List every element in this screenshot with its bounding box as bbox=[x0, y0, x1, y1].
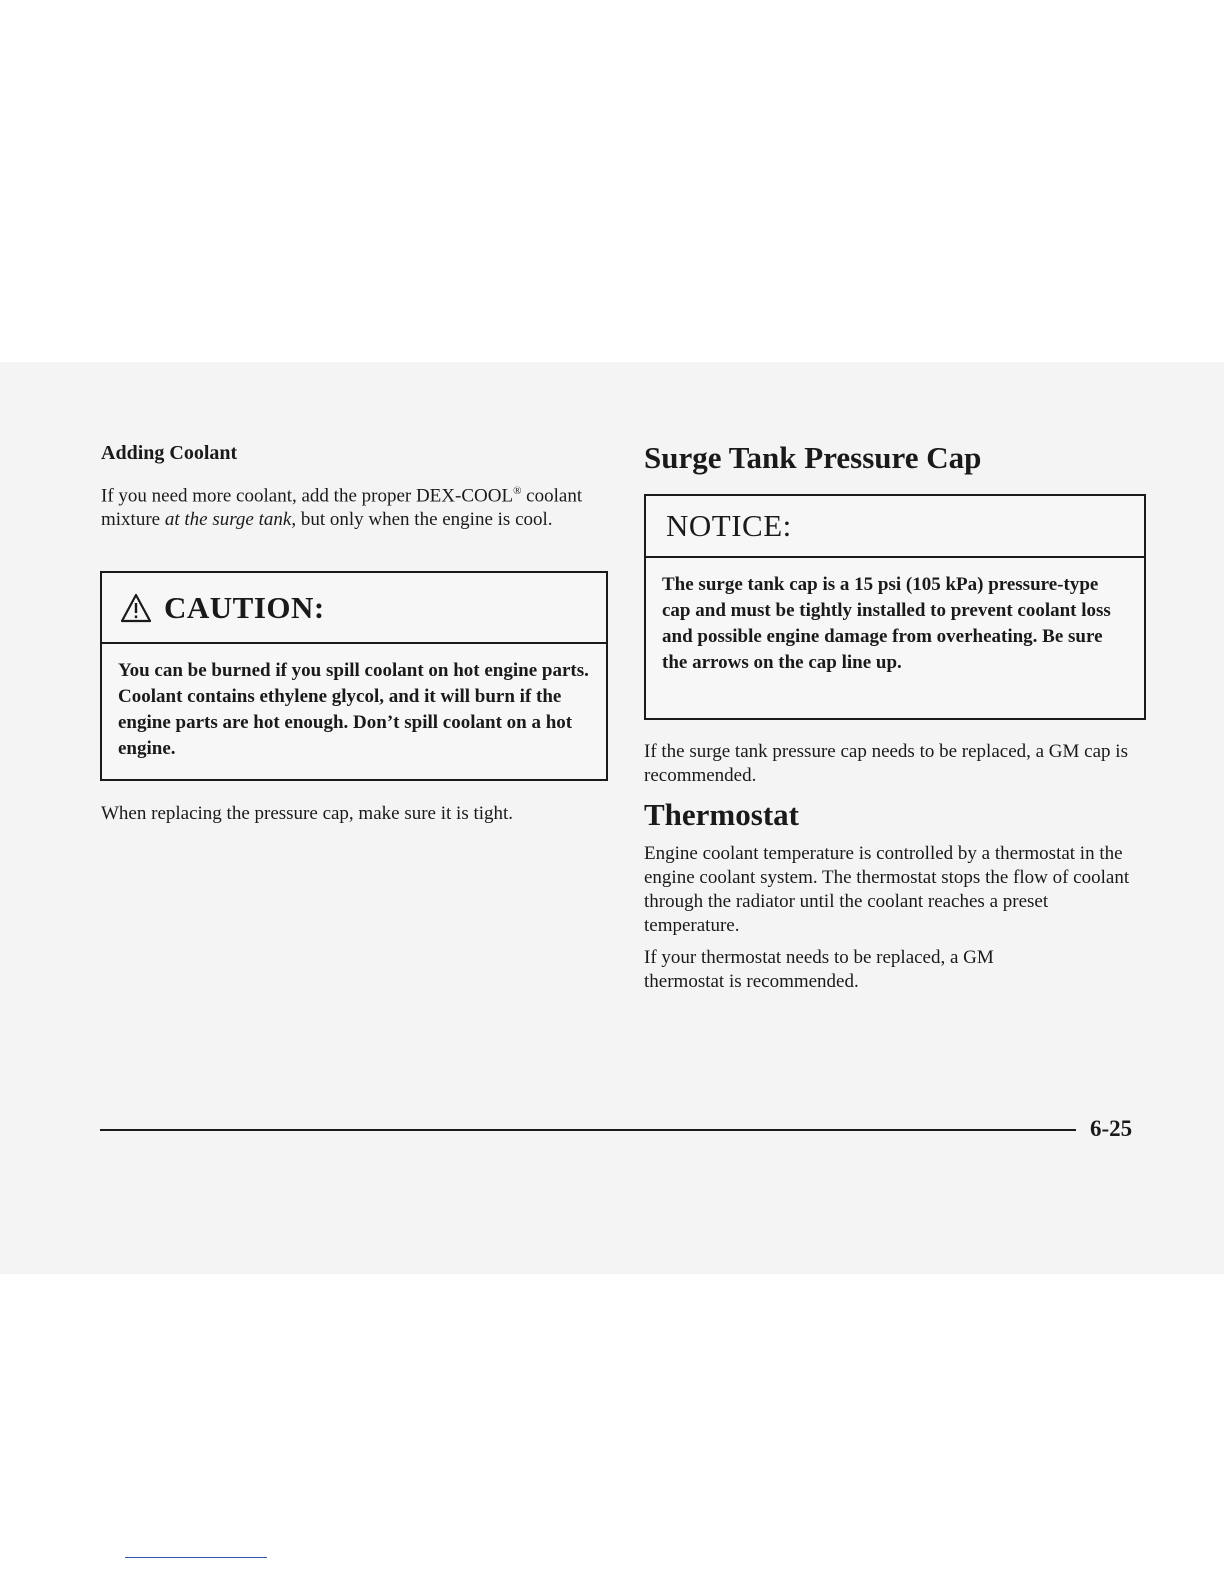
adding-coolant-paragraph bbox=[101, 479, 601, 532]
footer-rule bbox=[100, 1129, 1076, 1131]
adding-coolant-heading: Adding Coolant bbox=[101, 442, 238, 464]
notice-box bbox=[644, 494, 1146, 720]
thermostat-paragraph-2: If your thermostat needs to be replaced, a GM thermostat is recommended. bbox=[644, 947, 994, 992]
intro-text-part3: , but only when the engine is cool. bbox=[291, 509, 553, 531]
thermostat-paragraph-1: Engine coolant temperature is controlled by a thermostat in the engine coolant system. The thermostat stops the flow of coolant through the radiator until the coolant reaches a preset temperature. bbox=[644, 843, 1130, 936]
intro-text-italic: at the surge tank bbox=[164, 509, 292, 531]
notice-header-text: NOTICE: bbox=[666, 508, 792, 543]
notice-body-text: The surge tank cap is a 15 psi (105 kPa) pressure-type cap and must be tightly installed to prevent coolant loss and possible engine damage from overheating. Be sure the arrows on the cap line up. bbox=[662, 574, 1111, 673]
bottom-divider bbox=[125, 1557, 267, 1558]
caution-header-text: CAUTION: bbox=[164, 589, 325, 625]
registered-mark: ® bbox=[513, 485, 522, 497]
caution-box bbox=[100, 571, 608, 781]
caution-body-text: You can be burned if you spill coolant on hot engine parts. Coolant contains ethylene glycol, and it will burn if the engine parts are hot enough. Don’t spill coolant on a hot engine. bbox=[118, 660, 589, 759]
intro-text-part1: If you need more coolant, add the proper DEX-COOL bbox=[101, 485, 514, 507]
page-number: 6-25 bbox=[1090, 1116, 1133, 1141]
caution-header bbox=[102, 573, 606, 644]
intro-text-part2: coolant mixture bbox=[101, 485, 583, 531]
notice-header bbox=[646, 496, 1144, 558]
warning-triangle-icon bbox=[120, 593, 152, 623]
surge-tank-title: Surge Tank Pressure Cap bbox=[644, 440, 982, 475]
surge-cap-replacement-note: If the surge tank pressure cap needs to be replaced, a GM cap is recommended. bbox=[644, 741, 1128, 786]
thermostat-title: Thermostat bbox=[644, 797, 799, 832]
pressure-cap-note: When replacing the pressure cap, make sure it is tight. bbox=[101, 803, 514, 824]
